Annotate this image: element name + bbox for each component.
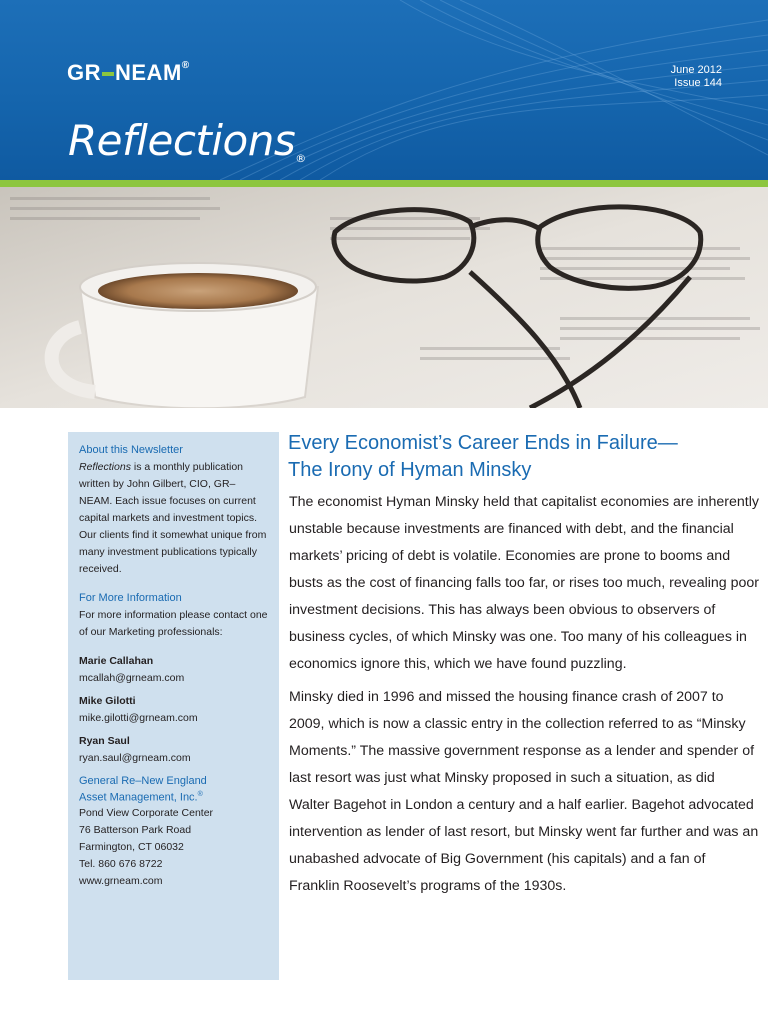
issue-date: June 2012 [670, 64, 722, 76]
address-line: 76 Batterson Park Road [79, 823, 192, 836]
newsletter-title: Reflections® [68, 116, 306, 165]
article-paragraph: The economist Hyman Minsky held that capitalist economies are inherently unstable because investments are financed with debt, and the financial markets’ pricing of debt is volatile. Economies are prone to booms and busts as the cost of financing falls too far, or rises too much, revealing poor investment decisions. This has always been obvious to observers of business cycles, of which Minsky was one. Too many of his colleagues in economics ignore this, which we have found puzzling. [289, 494, 760, 672]
about-heading: About this Newsletter [79, 444, 183, 456]
green-divider [0, 180, 768, 187]
more-info-text: For more information please contact one of our Marketing professionals: [79, 609, 268, 638]
contact-name: Ryan Saul [79, 735, 130, 747]
more-info-heading: For More Information [79, 592, 182, 604]
address-line: Pond View Corporate Center [79, 806, 214, 819]
address-line: Farmington, CT 06032 [79, 840, 184, 853]
phone-line: Tel. 860 676 8722 [79, 857, 163, 870]
contact-email[interactable]: ryan.saul@grneam.com [79, 752, 191, 764]
contact-name: Mike Gilotti [79, 695, 136, 707]
article-body [289, 489, 759, 900]
contact-email[interactable]: mcallah@grneam.com [79, 672, 185, 684]
photo-illustration [0, 187, 768, 408]
company-section [79, 775, 268, 890]
contact-name: Marie Callahan [79, 655, 154, 667]
article-paragraph: Minsky died in 1996 and missed the housing finance crash of 2007 to 2009, which is now a classic entry in the collection referred to as “Minsky Moments.” The massive government response as a lender and spender of last resort was just what Minsky proposed in such a situation, as did Walter Bagehot in London a century and a half earlier. Bagehot advocated intervention as lender of last resort, but Minsky went far further and was an unabashed advocate of Big Government (his capitals) and a fan of Franklin Roosevelt’s programs of the 1930s. [289, 689, 759, 894]
website-link[interactable]: www.grneam.com [79, 874, 163, 887]
issue-info [671, 64, 722, 90]
contact-1 [79, 653, 268, 687]
contact-email[interactable]: mike.gilotti@grneam.com [79, 712, 198, 724]
about-text: Reflections is a monthly publication written by John Gilbert, CIO, GR–NEAM. Each issue focuses on current capital markets and investment topics. Our clients find it somewhat unique from many investment publications typically received. [79, 461, 267, 575]
contact-2 [79, 693, 268, 727]
newsletter-header [0, 0, 768, 180]
coffee-cup-glasses-newspaper-photo [0, 187, 768, 408]
contact-3 [79, 733, 268, 767]
issue-number: Issue 144 [674, 77, 722, 89]
grneam-logo: GR NEAM® [67, 60, 190, 85]
about-section [79, 442, 268, 578]
article-title: Every Economist’s Career Ends in Failure— The Irony of Hyman Minsky [288, 432, 678, 481]
logo-dash-icon [102, 72, 114, 76]
sidebar [68, 432, 279, 980]
company-name: General Re–New England Asset Management, Inc.® [79, 775, 207, 804]
more-info-section [79, 590, 268, 641]
